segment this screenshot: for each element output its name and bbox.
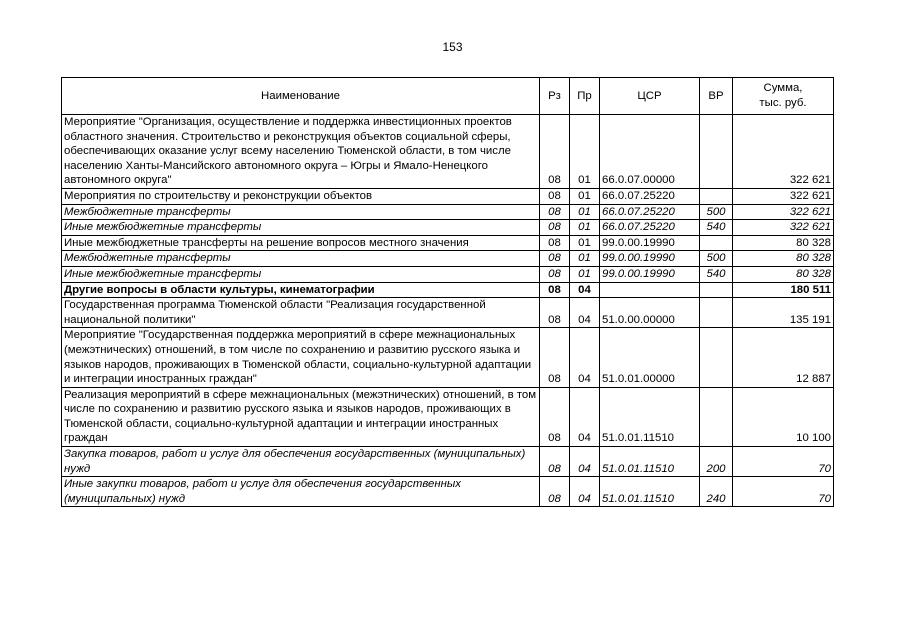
cell-pr: 01 xyxy=(570,220,600,236)
cell-csr: 51.0.01.11510 xyxy=(600,447,700,477)
cell-name: Другие вопросы в области культуры, кинематографии xyxy=(62,282,540,298)
budget-table xyxy=(61,77,834,507)
cell-name: Мероприятия по строительству и реконструкции объектов xyxy=(62,188,540,204)
cell-pr: 04 xyxy=(570,447,600,477)
cell-rz: 08 xyxy=(540,220,570,236)
table-row xyxy=(62,477,834,507)
cell-vr: 200 xyxy=(700,447,733,477)
table-row xyxy=(62,204,834,220)
cell-pr: 01 xyxy=(570,251,600,267)
table-header-row xyxy=(62,78,834,115)
cell-vr: 240 xyxy=(700,477,733,507)
cell-vr xyxy=(700,387,733,446)
cell-rz: 08 xyxy=(540,387,570,446)
cell-csr: 51.0.01.11510 xyxy=(600,477,700,507)
header-sum-line1: Сумма, xyxy=(763,82,803,95)
table-row xyxy=(62,235,834,251)
cell-rz: 08 xyxy=(540,251,570,267)
cell-name: Мероприятие "Государственная поддержка мероприятий в сфере межнациональных (межэтнических) отношений, в том числе по сохранению и развитию русского языка и языков народов, проживающих в Тюменской области, социально-культурной адаптации и интеграции иностранных граждан" xyxy=(62,328,540,387)
cell-csr: 51.0.01.11510 xyxy=(600,387,700,446)
cell-rz: 08 xyxy=(540,282,570,298)
table-row xyxy=(62,387,834,446)
table-row xyxy=(62,447,834,477)
cell-csr: 99.0.00.19990 xyxy=(600,235,700,251)
cell-vr: 540 xyxy=(700,220,733,236)
cell-sum: 80 328 xyxy=(733,235,834,251)
cell-csr: 99.0.00.19990 xyxy=(600,251,700,267)
cell-pr: 01 xyxy=(570,204,600,220)
cell-pr: 01 xyxy=(570,115,600,189)
cell-pr: 04 xyxy=(570,477,600,507)
cell-name: Закупка товаров, работ и услуг для обеспечения государственных (муниципальных) нужд xyxy=(62,447,540,477)
cell-rz: 08 xyxy=(540,298,570,328)
cell-sum: 10 100 xyxy=(733,387,834,446)
cell-name: Межбюджетные трансферты xyxy=(62,204,540,220)
cell-name: Межбюджетные трансферты xyxy=(62,251,540,267)
table-row xyxy=(62,328,834,387)
cell-rz: 08 xyxy=(540,477,570,507)
header-csr: ЦСР xyxy=(600,78,700,115)
table-body xyxy=(62,115,834,507)
cell-sum: 180 511 xyxy=(733,282,834,298)
cell-csr: 66.0.07.00000 xyxy=(600,115,700,189)
cell-name: Мероприятие "Организация, осуществление и поддержка инвестиционных проектов областного значения. Строительство и реконструкция объектов социальной сферы, обеспечивающих оказание услуг всему населению Тюменской области, в том числе населению Ханты-Мансийского автономного округа – Югры и Ямало-Ненецкого автономного округа" xyxy=(62,115,540,189)
cell-rz: 08 xyxy=(540,115,570,189)
cell-vr xyxy=(700,235,733,251)
cell-rz: 08 xyxy=(540,266,570,282)
cell-csr: 99.0.00.19990 xyxy=(600,266,700,282)
cell-csr: 51.0.00.00000 xyxy=(600,298,700,328)
cell-sum: 322 621 xyxy=(733,115,834,189)
cell-rz: 08 xyxy=(540,188,570,204)
cell-sum: 70 xyxy=(733,447,834,477)
cell-vr: 500 xyxy=(700,251,733,267)
table-row xyxy=(62,298,834,328)
cell-pr: 04 xyxy=(570,298,600,328)
cell-pr: 01 xyxy=(570,266,600,282)
cell-csr: 51.0.01.00000 xyxy=(600,328,700,387)
header-pr: Пр xyxy=(570,78,600,115)
cell-vr: 500 xyxy=(700,204,733,220)
cell-pr: 04 xyxy=(570,282,600,298)
cell-vr xyxy=(700,188,733,204)
cell-vr: 540 xyxy=(700,266,733,282)
header-vr: ВР xyxy=(700,78,733,115)
table-row xyxy=(62,266,834,282)
cell-csr: 66.0.07.25220 xyxy=(600,188,700,204)
header-rz: Рз xyxy=(540,78,570,115)
cell-sum: 322 621 xyxy=(733,220,834,236)
cell-rz: 08 xyxy=(540,328,570,387)
cell-rz: 08 xyxy=(540,447,570,477)
table-row xyxy=(62,251,834,267)
table-row xyxy=(62,220,834,236)
cell-name: Иные закупки товаров, работ и услуг для обеспечения государственных (муниципальных) нужд xyxy=(62,477,540,507)
cell-name: Иные межбюджетные трансферты xyxy=(62,266,540,282)
table-row xyxy=(62,188,834,204)
table-row xyxy=(62,282,834,298)
table-row xyxy=(62,115,834,189)
cell-pr: 01 xyxy=(570,188,600,204)
page-number: 153 xyxy=(442,40,463,54)
cell-sum: 12 887 xyxy=(733,328,834,387)
cell-sum: 70 xyxy=(733,477,834,507)
cell-csr: 66.0.07.25220 xyxy=(600,220,700,236)
cell-name: Государственная программа Тюменской области "Реализация государственной национальной политики" xyxy=(62,298,540,328)
cell-vr xyxy=(700,115,733,189)
cell-pr: 01 xyxy=(570,235,600,251)
header-name: Наименование xyxy=(62,78,540,115)
cell-sum: 322 621 xyxy=(733,188,834,204)
cell-name: Иные межбюджетные трансферты xyxy=(62,220,540,236)
cell-sum: 322 621 xyxy=(733,204,834,220)
header-sum-line2: тыс. руб. xyxy=(759,97,807,109)
cell-sum: 135 191 xyxy=(733,298,834,328)
cell-csr: 66.0.07.25220 xyxy=(600,204,700,220)
cell-vr xyxy=(700,282,733,298)
cell-rz: 08 xyxy=(540,235,570,251)
cell-pr: 04 xyxy=(570,328,600,387)
cell-vr xyxy=(700,328,733,387)
cell-name: Иные межбюджетные трансферты на решение вопросов местного значения xyxy=(62,235,540,251)
header-sum xyxy=(733,78,834,115)
cell-csr xyxy=(600,282,700,298)
cell-name: Реализация мероприятий в сфере межнациональных (межэтнических) отношений, в том числе по сохранению и развитию русского языка и языков народов, проживающих в Тюменской области, социально-культурной адаптации и интеграции иностранных граждан xyxy=(62,387,540,446)
cell-sum: 80 328 xyxy=(733,266,834,282)
cell-sum: 80 328 xyxy=(733,251,834,267)
cell-vr xyxy=(700,298,733,328)
cell-pr: 04 xyxy=(570,387,600,446)
cell-rz: 08 xyxy=(540,204,570,220)
